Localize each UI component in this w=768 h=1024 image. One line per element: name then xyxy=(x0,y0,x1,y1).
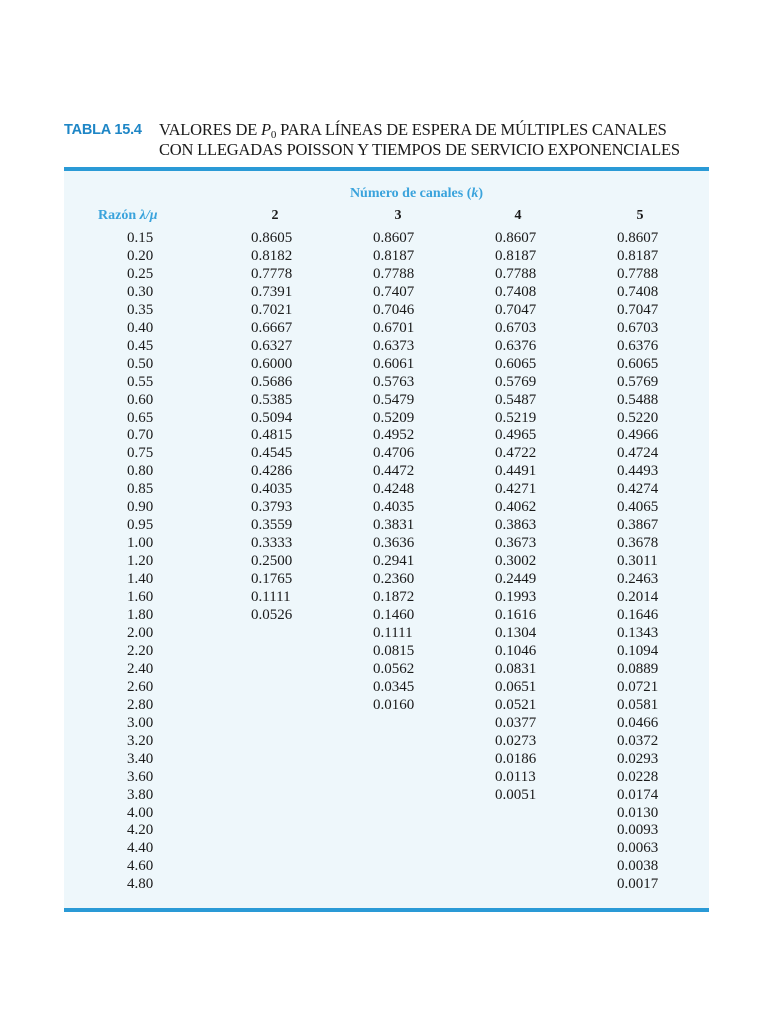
p0-cell-k3: 0.4706 xyxy=(373,445,415,462)
ratio-cell: 2.80 xyxy=(127,696,154,713)
ratio-cell: 0.80 xyxy=(127,463,154,480)
p0-cell-k5: 0.6703 xyxy=(617,319,659,336)
p0-cell-k5: 0.5220 xyxy=(617,409,659,426)
p0-cell-k2 xyxy=(191,643,373,661)
p0-cell-k3: 0.8187 xyxy=(373,247,415,264)
p0-cell-k2 xyxy=(191,840,373,858)
p0-cell-k3: 0.8607 xyxy=(373,230,415,246)
p0-cell-k3 xyxy=(373,822,495,840)
p0-cell-k3: 0.1111 xyxy=(373,624,413,641)
ratio-cell: 1.20 xyxy=(127,553,154,570)
p0-cell-k2 xyxy=(191,769,373,787)
p0-cell-k3: 0.4035 xyxy=(373,499,415,516)
p0-cell-k4: 0.7408 xyxy=(495,283,537,300)
p0-cell-k2 xyxy=(191,715,373,733)
ratio-cell: 0.85 xyxy=(127,481,154,498)
ratio-cell: 4.80 xyxy=(127,876,154,893)
ratio-cell: 0.75 xyxy=(127,445,154,462)
p0-cell-k2: 0.5385 xyxy=(251,391,293,408)
p0-cell-k4 xyxy=(495,858,617,876)
p0-cell-k2: 0.7778 xyxy=(251,265,293,282)
p0-cell-k3 xyxy=(373,733,495,751)
table-row xyxy=(64,822,739,840)
table-row xyxy=(64,607,739,625)
ratio-cell: 2.00 xyxy=(127,624,154,641)
p0-cell-k5: 0.0093 xyxy=(617,822,659,839)
title-subscript: 0 xyxy=(270,129,277,141)
channels-close: ) xyxy=(478,186,484,201)
p0-cell-k3: 0.6061 xyxy=(373,355,415,372)
p0-cell-k3 xyxy=(373,769,495,787)
table-row xyxy=(64,392,739,410)
p0-cell-k5: 0.6376 xyxy=(617,337,659,354)
p0-cell-k2: 0.7021 xyxy=(251,301,293,318)
ratio-cell: 0.95 xyxy=(127,517,154,534)
ratio-cell: 0.30 xyxy=(127,283,154,300)
p0-cell-k2: 0.4815 xyxy=(251,427,293,444)
title-part: PARA LÍNEAS DE ESPERA DE MÚLTIPLES CANALES xyxy=(276,120,667,139)
p0-cell-k3: 0.2941 xyxy=(373,553,415,570)
table-row xyxy=(64,356,739,374)
p0-cell-k4: 0.7788 xyxy=(495,265,537,282)
p0-cell-k2: 0.4286 xyxy=(251,463,293,480)
p0-cell-k4: 0.5769 xyxy=(495,373,537,390)
p0-cell-k4 xyxy=(495,876,617,894)
p0-cell-k5: 0.2014 xyxy=(617,589,659,606)
ratio-cell: 0.55 xyxy=(127,373,154,390)
p0-cell-k2 xyxy=(191,822,373,840)
p0-cell-k3: 0.3636 xyxy=(373,535,415,552)
table-row xyxy=(64,643,739,661)
p0-cell-k3: 0.0562 xyxy=(373,660,415,677)
p0-cell-k3: 0.5763 xyxy=(373,373,415,390)
p0-cell-k3 xyxy=(373,805,495,823)
p0-cell-k2: 0.8605 xyxy=(251,230,293,246)
table-row xyxy=(64,410,739,428)
ratio-cell: 2.60 xyxy=(127,678,154,695)
p0-cell-k4: 0.4271 xyxy=(495,481,537,498)
p0-cell-k3: 0.4472 xyxy=(373,463,415,480)
p0-cell-k2: 0.3333 xyxy=(251,535,293,552)
p0-cell-k2: 0.6327 xyxy=(251,337,293,354)
ratio-cell: 4.40 xyxy=(127,840,154,857)
ratio-cell: 0.90 xyxy=(127,499,154,516)
p0-cell-k5: 0.0063 xyxy=(617,840,659,857)
table-row xyxy=(64,840,739,858)
p0-cell-k4: 0.1616 xyxy=(495,607,537,624)
p0-cell-k2 xyxy=(191,697,373,715)
p0-cell-k5: 0.3011 xyxy=(617,553,658,570)
p0-cell-k3 xyxy=(373,840,495,858)
table-row xyxy=(64,733,739,751)
p0-cell-k2 xyxy=(191,787,373,805)
table-row xyxy=(64,248,739,266)
p0-cell-k5: 0.0466 xyxy=(617,714,659,731)
p0-cell-k4: 0.6703 xyxy=(495,319,537,336)
table-row xyxy=(64,715,739,733)
p0-cell-k5: 0.0889 xyxy=(617,660,659,677)
bottom-rule xyxy=(64,908,709,912)
table-row xyxy=(64,445,739,463)
p0-cell-k3 xyxy=(373,876,495,894)
p0-cell-k3: 0.0345 xyxy=(373,678,415,695)
p0-cell-k4: 0.1993 xyxy=(495,589,537,606)
table-row xyxy=(64,374,739,392)
ratio-label: Razón xyxy=(98,208,140,223)
p0-cell-k4: 0.7047 xyxy=(495,301,537,318)
p0-cell-k5: 0.5769 xyxy=(617,373,659,390)
p0-cell-k4: 0.8187 xyxy=(495,247,537,264)
p0-cell-k4: 0.0651 xyxy=(495,678,537,695)
p0-cell-k3 xyxy=(373,715,495,733)
p0-cell-k4: 0.3673 xyxy=(495,535,537,552)
p0-cell-k2: 0.1111 xyxy=(251,589,291,606)
p0-cell-k4: 0.4965 xyxy=(495,427,537,444)
p0-cell-k3: 0.1872 xyxy=(373,589,415,606)
table-row xyxy=(64,751,739,769)
p0-cell-k4: 0.0377 xyxy=(495,714,537,731)
ratio-cell: 0.25 xyxy=(127,265,154,282)
p0-cell-k4: 0.3002 xyxy=(495,553,537,570)
ratio-cell: 1.80 xyxy=(127,607,154,624)
ratio-cell: 4.20 xyxy=(127,822,154,839)
table-row xyxy=(64,571,739,589)
ratio-cell: 3.20 xyxy=(127,732,154,749)
p0-cell-k2: 0.1765 xyxy=(251,571,293,588)
p0-cell-k4 xyxy=(495,822,617,840)
p0-cell-k2: 0.5094 xyxy=(251,409,293,426)
table-row xyxy=(64,302,739,320)
ratio-header xyxy=(98,208,198,224)
p0-cell-k5: 0.8187 xyxy=(617,247,659,264)
table-row xyxy=(64,697,739,715)
ratio-cell: 1.00 xyxy=(127,535,154,552)
p0-cell-k2: 0.5686 xyxy=(251,373,293,390)
p0-cell-k5: 0.3678 xyxy=(617,535,659,552)
channels-variable: k xyxy=(471,186,479,201)
p0-cell-k5: 0.0228 xyxy=(617,768,659,785)
p0-cell-k4: 0.4722 xyxy=(495,445,537,462)
table-row xyxy=(64,625,739,643)
p0-cell-k4: 0.0273 xyxy=(495,732,537,749)
p0-cell-k5: 0.1094 xyxy=(617,642,659,659)
p0-cell-k5: 0.1646 xyxy=(617,607,659,624)
ratio-cell: 2.40 xyxy=(127,660,154,677)
p0-cell-k4: 0.5219 xyxy=(495,409,537,426)
table-row xyxy=(64,284,739,302)
table-row xyxy=(64,320,739,338)
table-row xyxy=(64,876,739,894)
p0-cell-k2 xyxy=(191,876,373,894)
table-row xyxy=(64,266,739,284)
channels-label: Número de canales ( xyxy=(349,186,472,201)
ratio-cell: 1.40 xyxy=(127,571,154,588)
table-row xyxy=(64,499,739,517)
p0-cell-k2: 0.4035 xyxy=(251,481,293,498)
p0-cell-k4: 0.1304 xyxy=(495,624,537,641)
table-row xyxy=(64,661,739,679)
p0-cell-k5: 0.0130 xyxy=(617,804,659,821)
title-variable: P xyxy=(261,120,271,139)
ratio-cell: 4.60 xyxy=(127,858,154,875)
table-row xyxy=(64,338,739,356)
table-row xyxy=(64,679,739,697)
p0-cell-k5: 0.4966 xyxy=(617,427,659,444)
p0-cell-k5: 0.3867 xyxy=(617,517,659,534)
p0-cell-k2: 0.3559 xyxy=(251,517,293,534)
p0-cell-k2: 0.7391 xyxy=(251,283,293,300)
p0-cell-k4: 0.0186 xyxy=(495,750,537,767)
p0-cell-k3 xyxy=(373,751,495,769)
p0-cell-k3: 0.6373 xyxy=(373,337,415,354)
p0-cell-k5: 0.0372 xyxy=(617,732,659,749)
p0-cell-k3: 0.0160 xyxy=(373,696,415,713)
p0-cell-k3: 0.4248 xyxy=(373,481,415,498)
ratio-cell: 0.15 xyxy=(127,230,154,246)
table-number-label: TABLA 15.4 xyxy=(64,122,142,138)
table-row xyxy=(64,805,739,823)
title-part: VALORES DE xyxy=(159,120,262,139)
p0-cell-k4: 0.6376 xyxy=(495,337,537,354)
table-row xyxy=(64,427,739,445)
p0-cell-k3: 0.1460 xyxy=(373,607,415,624)
p0-cell-k3: 0.7788 xyxy=(373,265,415,282)
p0-cell-k4 xyxy=(495,805,617,823)
table-row xyxy=(64,535,739,553)
table-row xyxy=(64,463,739,481)
ratio-cell: 0.60 xyxy=(127,391,154,408)
ratio-cell: 0.65 xyxy=(127,409,154,426)
p0-cell-k2: 0.6667 xyxy=(251,319,293,336)
p0-cell-k5: 0.0038 xyxy=(617,858,659,875)
p0-cell-k3: 0.2360 xyxy=(373,571,415,588)
table-row xyxy=(64,481,739,499)
table-row xyxy=(64,858,739,876)
p0-cell-k5: 0.7047 xyxy=(617,301,659,318)
ratio-cell: 3.00 xyxy=(127,714,154,731)
p0-cell-k5: 0.4274 xyxy=(617,481,659,498)
ratio-variable: λ/μ xyxy=(139,208,158,223)
table-row xyxy=(64,230,739,248)
column-header-2: 2 xyxy=(271,208,279,223)
p0-cell-k2: 0.6000 xyxy=(251,355,293,372)
p0-cell-k2: 0.2500 xyxy=(251,553,293,570)
p0-cell-k2: 0.8182 xyxy=(251,247,293,264)
ratio-cell: 0.35 xyxy=(127,301,154,318)
p0-cell-k5: 0.0581 xyxy=(617,696,659,713)
p0-cell-k5: 0.8607 xyxy=(617,230,659,246)
p0-cell-k5: 0.4493 xyxy=(617,463,659,480)
ratio-cell: 3.40 xyxy=(127,750,154,767)
p0-cell-k2 xyxy=(191,751,373,769)
ratio-cell: 0.20 xyxy=(127,247,154,264)
p0-cell-k5: 0.0174 xyxy=(617,786,659,803)
ratio-cell: 3.80 xyxy=(127,786,154,803)
p0-cell-k4: 0.1046 xyxy=(495,642,537,659)
p0-cell-k5: 0.7788 xyxy=(617,265,659,282)
p0-cell-k3: 0.7407 xyxy=(373,283,415,300)
table-title-line-2: CON LLEGADAS POISSON Y TIEMPOS DE SERVICIO EXPONENCIALES xyxy=(159,140,680,159)
p0-cell-k4: 0.0521 xyxy=(495,696,537,713)
table-row xyxy=(64,769,739,787)
ratio-cell: 3.60 xyxy=(127,768,154,785)
p0-cell-k5: 0.4065 xyxy=(617,499,659,516)
p0-cell-k5: 0.5488 xyxy=(617,391,659,408)
p0-cell-k4: 0.5487 xyxy=(495,391,537,408)
p0-cell-k2 xyxy=(191,858,373,876)
p0-cell-k5: 0.0017 xyxy=(617,876,659,893)
ratio-cell: 4.00 xyxy=(127,804,154,821)
channels-header xyxy=(64,186,709,202)
ratio-cell: 0.70 xyxy=(127,427,154,444)
p0-cell-k2 xyxy=(191,733,373,751)
p0-cell-k4: 0.0113 xyxy=(495,768,536,785)
p0-cell-k3 xyxy=(373,787,495,805)
p0-cell-k2 xyxy=(191,679,373,697)
column-header-4: 4 xyxy=(514,208,522,223)
p0-cell-k4: 0.6065 xyxy=(495,355,537,372)
p0-cell-k2 xyxy=(191,805,373,823)
table-row xyxy=(64,589,739,607)
p0-cell-k3: 0.4952 xyxy=(373,427,415,444)
p0-cell-k2: 0.3793 xyxy=(251,499,293,516)
p0-cell-k5: 0.7408 xyxy=(617,283,659,300)
p0-cell-k3: 0.0815 xyxy=(373,642,415,659)
p0-table xyxy=(64,230,739,894)
column-header-3: 3 xyxy=(394,208,402,223)
p0-cell-k4: 0.8607 xyxy=(495,230,537,246)
table-row xyxy=(64,787,739,805)
p0-cell-k2: 0.0526 xyxy=(251,607,293,624)
ratio-cell: 2.20 xyxy=(127,642,154,659)
p0-cell-k2 xyxy=(191,661,373,679)
ratio-cell: 1.60 xyxy=(127,589,154,606)
p0-cell-k4: 0.0051 xyxy=(495,786,537,803)
ratio-cell: 0.50 xyxy=(127,355,154,372)
p0-cell-k2: 0.4545 xyxy=(251,445,293,462)
p0-cell-k4: 0.0831 xyxy=(495,660,537,677)
table-row xyxy=(64,553,739,571)
p0-cell-k5: 0.1343 xyxy=(617,624,659,641)
p0-cell-k2 xyxy=(191,625,373,643)
p0-cell-k4: 0.4491 xyxy=(495,463,537,480)
table-title-line-1 xyxy=(159,120,667,140)
p0-cell-k3 xyxy=(373,858,495,876)
p0-cell-k5: 0.0721 xyxy=(617,678,659,695)
p0-cell-k3: 0.6701 xyxy=(373,319,415,336)
p0-cell-k5: 0.0293 xyxy=(617,750,659,767)
p0-cell-k4: 0.2449 xyxy=(495,571,537,588)
p0-cell-k5: 0.4724 xyxy=(617,445,659,462)
p0-cell-k5: 0.6065 xyxy=(617,355,659,372)
p0-cell-k4 xyxy=(495,840,617,858)
p0-cell-k4: 0.3863 xyxy=(495,517,537,534)
p0-cell-k3: 0.5209 xyxy=(373,409,415,426)
p0-cell-k3: 0.5479 xyxy=(373,391,415,408)
ratio-cell: 0.40 xyxy=(127,319,154,336)
ratio-cell: 0.45 xyxy=(127,337,154,354)
table-body xyxy=(64,230,739,894)
p0-cell-k5: 0.2463 xyxy=(617,571,659,588)
p0-cell-k3: 0.3831 xyxy=(373,517,415,534)
column-header-5: 5 xyxy=(636,208,644,223)
p0-cell-k3: 0.7046 xyxy=(373,301,415,318)
table-row xyxy=(64,517,739,535)
p0-cell-k4: 0.4062 xyxy=(495,499,537,516)
